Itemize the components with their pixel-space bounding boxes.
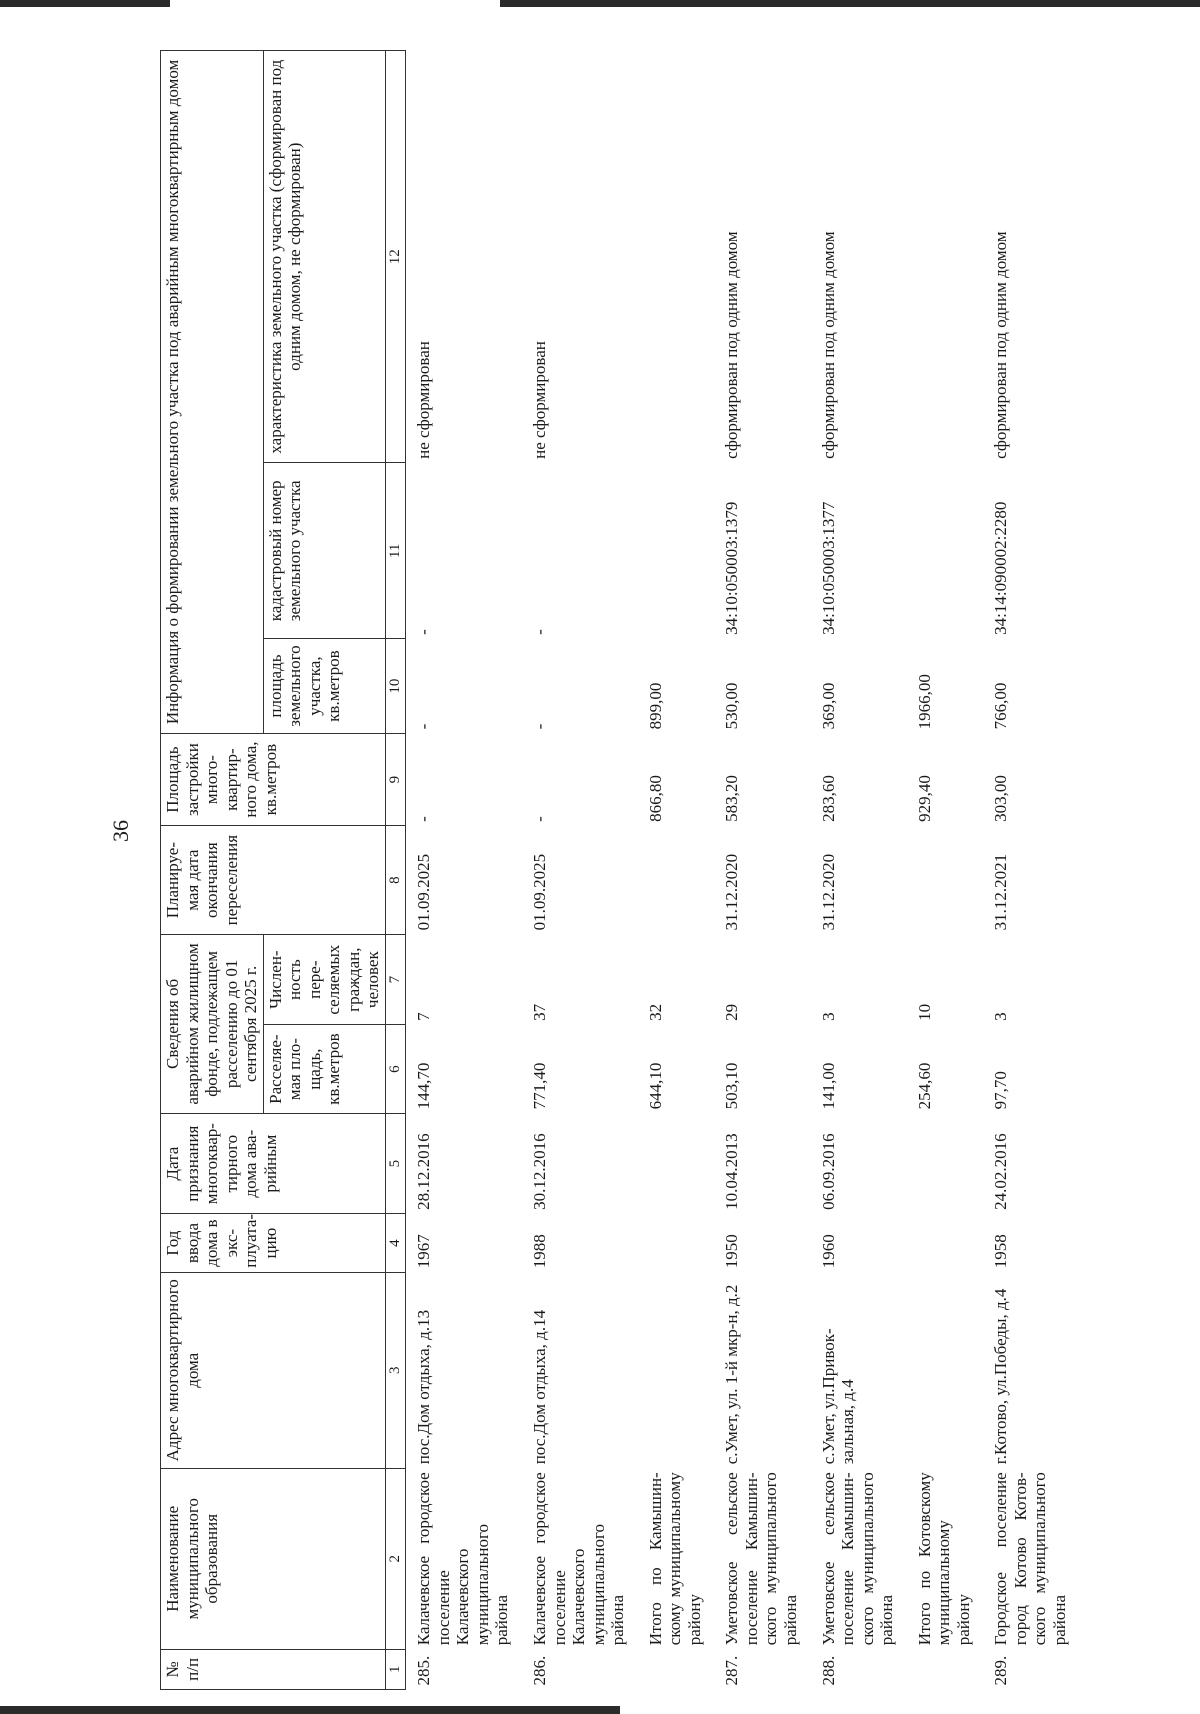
page-number: 36 — [108, 820, 133, 842]
column-number: 4 — [386, 1214, 406, 1272]
row-cadastral: - — [530, 629, 549, 635]
row-date: 06.09.2016 — [818, 1133, 838, 1210]
row-land-char — [638, 51, 715, 463]
row-people: 7 — [414, 1012, 434, 1021]
row-build-area: 866,80 — [645, 775, 665, 822]
table-row — [522, 51, 638, 1690]
row-end-date — [907, 826, 984, 935]
row-year: 1958 — [991, 1234, 1011, 1269]
header-year: Год ввода дома в экс-плуата-цию — [161, 1214, 386, 1272]
row-name: Итого по Котовскому муниципальному району — [914, 1472, 973, 1646]
header-num: № п/п — [161, 1649, 386, 1689]
row-cadastral: 34:10:050003:1377 — [818, 501, 838, 635]
row-end-date: 01.09.2025 — [530, 853, 549, 931]
rotated-document-page — [160, 50, 1070, 1690]
row-address — [907, 1272, 984, 1468]
row-end-date — [638, 826, 715, 935]
row-land-area: 1966,00 — [914, 674, 934, 730]
scan-border-bottom — [0, 1706, 620, 1714]
table-header — [161, 51, 406, 1690]
subtotal-row — [907, 51, 984, 1690]
row-land-char: не сформирован — [414, 341, 434, 459]
row-land-char — [907, 51, 984, 463]
row-year — [907, 1214, 984, 1272]
row-address: с.Умет, ул.Привок-зальная, д.4 — [818, 1328, 858, 1465]
row-area: 97,70 — [991, 1071, 1011, 1110]
row-date — [638, 1113, 715, 1214]
row-end-date: 31.12.2021 — [991, 853, 1011, 931]
column-number: 3 — [386, 1272, 406, 1468]
row-people: 29 — [722, 1003, 742, 1021]
row-date: 30.12.2016 — [530, 1133, 549, 1210]
row-area: 141,00 — [818, 1062, 838, 1110]
row-build-area: - — [414, 816, 434, 822]
row-year: 1988 — [530, 1234, 549, 1269]
table-body — [406, 51, 1080, 1690]
column-number-row — [386, 51, 406, 1690]
row-land-area: 530,00 — [722, 682, 742, 730]
row-build-area: 303,00 — [991, 775, 1011, 822]
row-date: 10.04.2013 — [722, 1133, 742, 1210]
column-number: 7 — [386, 934, 406, 1024]
column-number: 1 — [386, 1649, 406, 1689]
row-name: Калачевское городское поселение Калачевского муниципального района — [530, 1472, 628, 1646]
row-build-area: 583,20 — [722, 775, 742, 822]
row-build-area: 929,40 — [914, 775, 934, 822]
row-name: Калачевское городское поселение Калачевского муниципального района — [414, 1472, 512, 1646]
header-group-land: Информация о формировании земельного участка под аварийным многоквартирным домом — [161, 51, 264, 734]
row-year — [638, 1214, 715, 1272]
row-year: 1960 — [818, 1234, 838, 1269]
row-address — [638, 1272, 715, 1468]
row-date: 28.12.2016 — [414, 1133, 434, 1210]
row-address: с.Умет, ул. 1-й мкр-н, д.2 — [722, 1284, 742, 1465]
row-name: Городское поселение город Котово Котов-ского муниципального района — [991, 1472, 1070, 1646]
row-area: 644,10 — [645, 1062, 665, 1110]
row-name: Уметовское сельское поселение Камышин-ского муниципального района — [722, 1472, 801, 1646]
row-people: 10 — [914, 1003, 934, 1021]
row-year: 1967 — [414, 1234, 434, 1269]
header-date: Дата признания многоквар-тирного дома ава-рийным — [161, 1113, 386, 1214]
column-number: 10 — [386, 639, 406, 734]
emergency-housing-table — [160, 50, 1080, 1690]
header-end-date: Планируе-мая дата окончания переселения — [161, 826, 386, 935]
scan-border-gap — [170, 0, 500, 7]
row-cadastral: - — [414, 629, 434, 635]
row-num — [638, 1649, 715, 1689]
row-land-area: 766,00 — [991, 682, 1011, 730]
row-date — [907, 1113, 984, 1214]
header-build-area: Площадь застройки много-квартир-ного дома, кв.метров — [161, 733, 386, 826]
row-land-char: сформирован под одним домом — [818, 231, 838, 459]
row-num: 287. — [722, 1655, 742, 1686]
row-people: 3 — [818, 1012, 838, 1021]
column-number: 6 — [386, 1025, 406, 1113]
row-name: Итого по Камышин-скому муниципальному району — [645, 1472, 704, 1646]
row-end-date: 01.09.2025 — [414, 853, 434, 931]
header-cadastral: кадастровый номер земельного участка — [263, 463, 385, 639]
header-people: Числен-ность пере-селяемых граждан, человек — [263, 934, 385, 1024]
row-name: Уметовское сельское поселение Камышин-ского муниципального района — [818, 1472, 897, 1646]
row-area: 771,40 — [530, 1062, 549, 1110]
row-land-area: 369,00 — [818, 682, 838, 730]
header-land-area: площадь земельного участка, кв.метров — [263, 639, 385, 734]
table-row — [811, 51, 907, 1690]
row-end-date: 31.12.2020 — [818, 853, 838, 931]
row-build-area: - — [530, 816, 549, 822]
row-land-area: - — [414, 723, 434, 730]
row-land-char: не сформирован — [530, 341, 549, 459]
row-area: 254,60 — [914, 1062, 934, 1110]
row-year: 1950 — [722, 1234, 742, 1269]
row-num: 289. — [991, 1655, 1011, 1686]
table-row — [406, 51, 522, 1690]
row-land-area: - — [530, 723, 549, 730]
row-cadastral — [638, 463, 715, 639]
row-people: 32 — [645, 1003, 665, 1021]
table-row — [983, 51, 1079, 1690]
table-row — [714, 51, 810, 1690]
column-number: 5 — [386, 1113, 406, 1214]
row-num — [907, 1649, 984, 1689]
row-land-char: сформирован под одним домом — [722, 231, 742, 459]
row-end-date: 31.12.2020 — [722, 853, 742, 931]
column-number: 2 — [386, 1468, 406, 1649]
row-address: пос.Дом отдыха, д.13 — [414, 1309, 434, 1465]
header-address: Адрес многоквартирного дома — [161, 1272, 386, 1468]
row-people: 3 — [991, 1012, 1011, 1021]
row-cadastral — [907, 463, 984, 639]
subtotal-row — [638, 51, 715, 1690]
header-name: Наименование муниципального образования — [161, 1468, 386, 1649]
row-cadastral: 34:10:050003:1379 — [722, 501, 742, 635]
row-date: 24.02.2016 — [991, 1133, 1011, 1210]
row-cadastral: 34:14:090002:2280 — [991, 501, 1011, 635]
row-address: г.Котово, ул.Победы, д.4 — [991, 1288, 1011, 1465]
header-area: Расселяе-мая пло-щадь, кв.метров — [263, 1025, 385, 1113]
header-group-fund: Сведения об аварийном жилищном фонде, подлежащем расселению до 01 сентября 2025 г. — [161, 934, 264, 1113]
row-area: 144,70 — [414, 1062, 434, 1110]
row-num: 286. — [530, 1655, 549, 1686]
row-address: пос.Дом отдыха, д.14 — [530, 1309, 549, 1465]
row-num: 288. — [818, 1655, 838, 1686]
column-number: 9 — [386, 733, 406, 826]
column-number: 8 — [386, 826, 406, 935]
header-land-char: характеристика земельного участка (сформирован под одним домом, не сформирован) — [263, 51, 385, 463]
row-land-area: 899,00 — [645, 682, 665, 730]
row-people: 37 — [530, 1003, 549, 1021]
column-number: 11 — [386, 463, 406, 639]
row-area: 503,10 — [722, 1062, 742, 1110]
row-build-area: 283,60 — [818, 775, 838, 822]
row-land-char: сформирован под одним домом — [991, 231, 1011, 459]
row-num: 285. — [414, 1655, 434, 1686]
column-number: 12 — [386, 51, 406, 463]
